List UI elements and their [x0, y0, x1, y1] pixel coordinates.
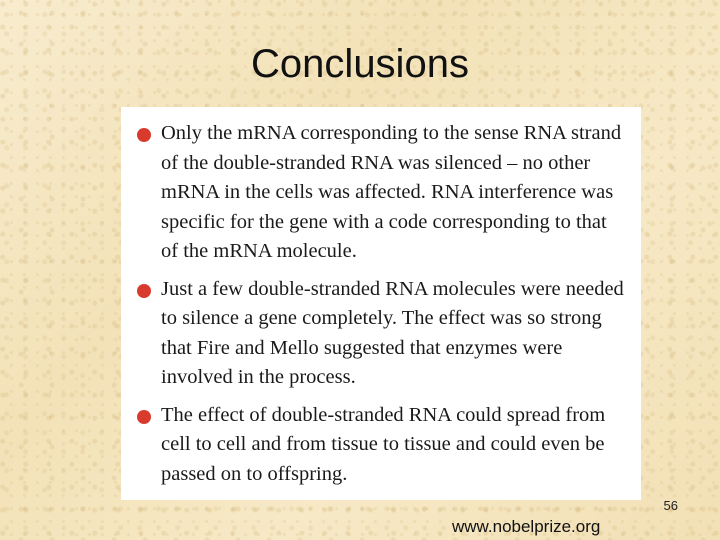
bullet-first-line: Only the mRNA corresponding to the sense RNA	[161, 122, 566, 144]
slide-title: Conclusions	[251, 42, 469, 86]
bullet-item-3	[137, 401, 625, 490]
bullet-item-2	[137, 275, 625, 393]
conclusions-image	[121, 107, 641, 500]
bullet-first-line: The effect of double-stranded RNA could spread	[161, 403, 561, 426]
page-number: 56	[663, 498, 678, 513]
bullet-text-2	[161, 275, 625, 393]
bullet-text-3	[161, 401, 625, 490]
bullet-dot-icon	[137, 410, 151, 424]
bullet-dot-icon	[137, 128, 151, 142]
bullet-text-1	[161, 119, 625, 267]
bullet-body: needed to silence a gene completely. The effect was so strong that Fire and Mello suggested that enzymes were involved in the process.	[161, 277, 624, 388]
bullet-first-line: Just a few double-stranded RNA molecules were	[161, 277, 561, 300]
source-url: www.nobelprize.org	[452, 517, 601, 536]
bullet-body: strand of the double-stranded RNA was silenced – no other mRNA in the cells was affected. RNA interference was specific for the gene with a code corresponding to that of the mRNA molecule.	[161, 122, 622, 262]
bullet-dot-icon	[137, 284, 151, 298]
bullet-body: from cell to cell and from tissue to tissue and could even be passed on to offspring.	[161, 403, 606, 485]
bullet-item-1	[137, 119, 625, 267]
